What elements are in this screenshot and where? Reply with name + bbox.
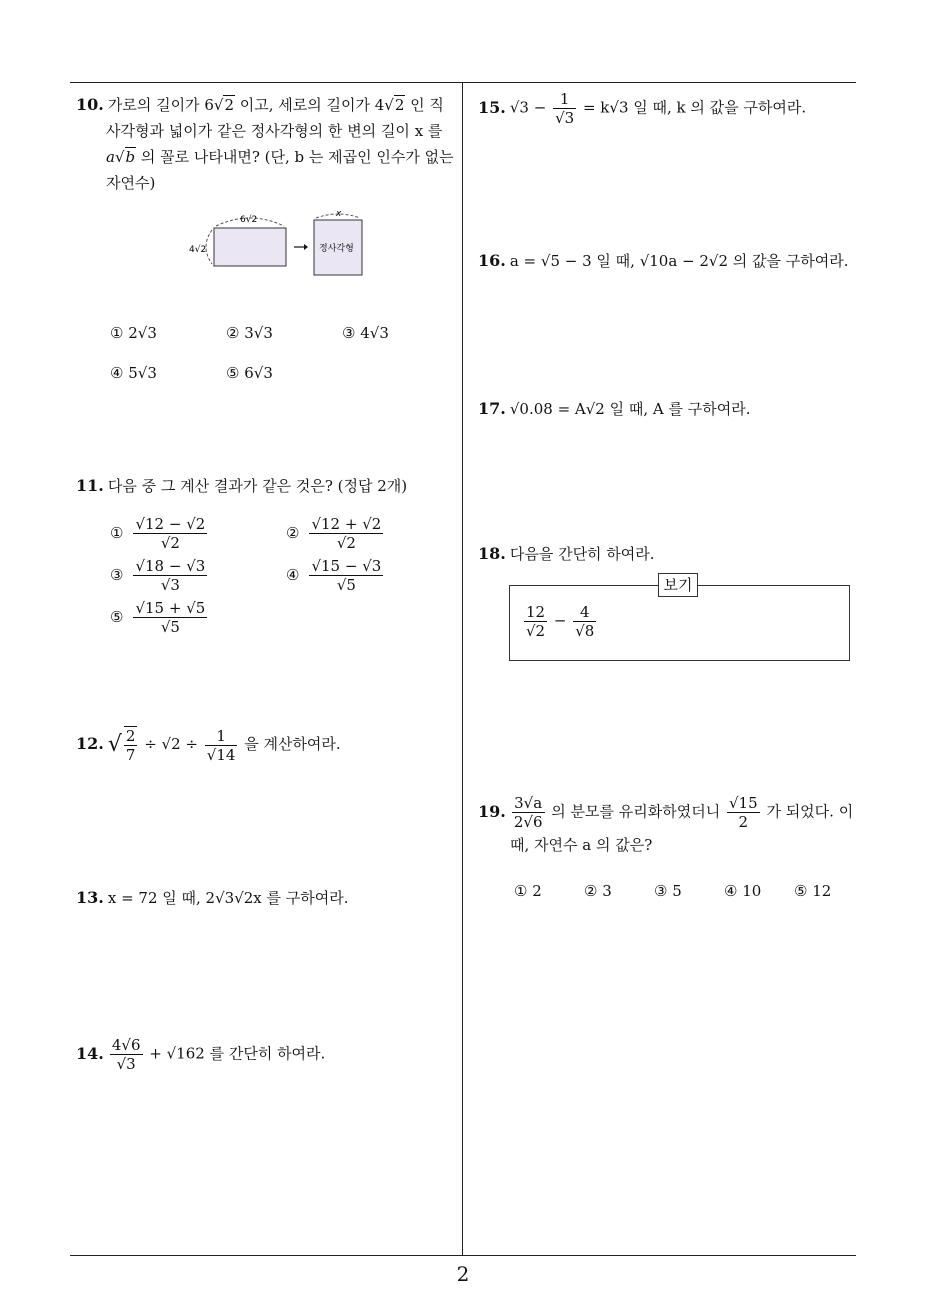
bogi-expression: $\frac{12}{√2}$ − $\frac{4}{√8}$ <box>526 603 595 640</box>
q10-choice-4[interactable]: ④ 5√3 <box>110 364 157 382</box>
q11-choice-5[interactable]: ⑤ $\frac{√15 + √5}{√5}$ <box>110 599 206 636</box>
column-divider <box>462 82 463 1256</box>
q19-choice-4[interactable]: ④ 10 <box>724 882 762 900</box>
page-number: 2 <box>456 1262 470 1286</box>
q10-choice-3[interactable]: ③ 4√3 <box>342 324 389 342</box>
q19-number: 19. <box>478 801 506 821</box>
q19-choice-2[interactable]: ② 3 <box>584 882 612 900</box>
question-17: 17. √0.08 = A√2 일 때, A 를 구하여라. <box>478 399 751 418</box>
question-10 <box>76 92 456 196</box>
fig-square-label: 정사각형 <box>319 244 354 254</box>
q10-line1: 10. 가로의 길이가 6√2 이고, 세로의 길이가 4√2 인 직 <box>76 95 444 114</box>
q10-number: 10. <box>76 95 104 114</box>
q10-line4: 자연수) <box>106 174 156 192</box>
q11-choice-3[interactable]: ③ $\frac{√18 - √3}{√3}$ <box>110 557 206 594</box>
q11-choice-4[interactable]: ④ $\frac{√15 - √3}{√5}$ <box>286 557 382 594</box>
q16-number: 16. <box>478 251 506 270</box>
rectangle-shape <box>214 228 286 266</box>
q17-number: 17. <box>478 399 506 418</box>
q10-choice-1[interactable]: ① 2√3 <box>110 324 157 342</box>
question-15: 15. √3 − $\frac{1}{√3}$ = k√3 일 때, k 의 값을 구하여라. <box>478 90 807 127</box>
q19-choice-3[interactable]: ③ 5 <box>654 882 682 900</box>
question-19: 19. $\frac{3√a}{2√6}$ 의 분모를 유리화하였더니 $\frac{√15}{2}$ 가 되었다. 이 <box>478 794 854 831</box>
q19-line2: 때, 자연수 a 의 값은? <box>510 836 653 854</box>
q10-line3: a√b 의 꼴로 나타내면? (단, b 는 제곱인 인수가 없는 <box>106 148 454 166</box>
fig-height-label: 4√2 <box>189 245 207 255</box>
bogi-label: 보기 <box>658 573 698 597</box>
q11-number: 11. <box>76 476 104 495</box>
q10-figure <box>186 208 376 280</box>
top-rule <box>70 82 856 83</box>
fig-x-label: x <box>336 209 342 219</box>
fig-width-label: 6√2 <box>240 215 258 225</box>
q10-choice-2[interactable]: ② 3√3 <box>226 324 273 342</box>
question-16: 16. a = √5 − 3 일 때, √10a − 2√2 의 값을 구하여라. <box>478 251 849 270</box>
question-18: 18. 다음을 간단히 하여라. <box>478 544 655 563</box>
q19-choice-5[interactable]: ⑤ 12 <box>794 882 832 900</box>
q12-number: 12. <box>76 734 104 753</box>
question-11: 11. 다음 중 그 계산 결과가 같은 것은? (정답 2개) <box>76 476 408 495</box>
q19-choice-1[interactable]: ① 2 <box>514 882 542 900</box>
q10-choice-5[interactable]: ⑤ 6√3 <box>226 364 273 382</box>
q14-number: 14. <box>76 1043 104 1063</box>
q15-number: 15. <box>478 97 506 117</box>
q11-choice-1[interactable]: ① $\frac{√12 - √2}{√2}$ <box>110 515 206 552</box>
q10-line2: 사각형과 넓이가 같은 정사각형의 한 변의 길이 x 를 <box>106 122 443 140</box>
q13-number: 13. <box>76 888 104 907</box>
q18-number: 18. <box>478 544 506 563</box>
question-12: 12. √ $\frac{2}{7}$ ÷ √2 ÷ $\frac{1}{√14}$ 을 계산하여라. <box>76 726 341 764</box>
question-14: 14. $\frac{4√6}{√3}$ + √162 를 간단히 하여라. <box>76 1036 326 1073</box>
bottom-rule <box>70 1255 856 1256</box>
question-13: 13. x = 72 일 때, 2√3√2x 를 구하여라. <box>76 888 349 907</box>
q11-choice-2[interactable]: ② $\frac{√12 + √2}{√2}$ <box>286 515 382 552</box>
